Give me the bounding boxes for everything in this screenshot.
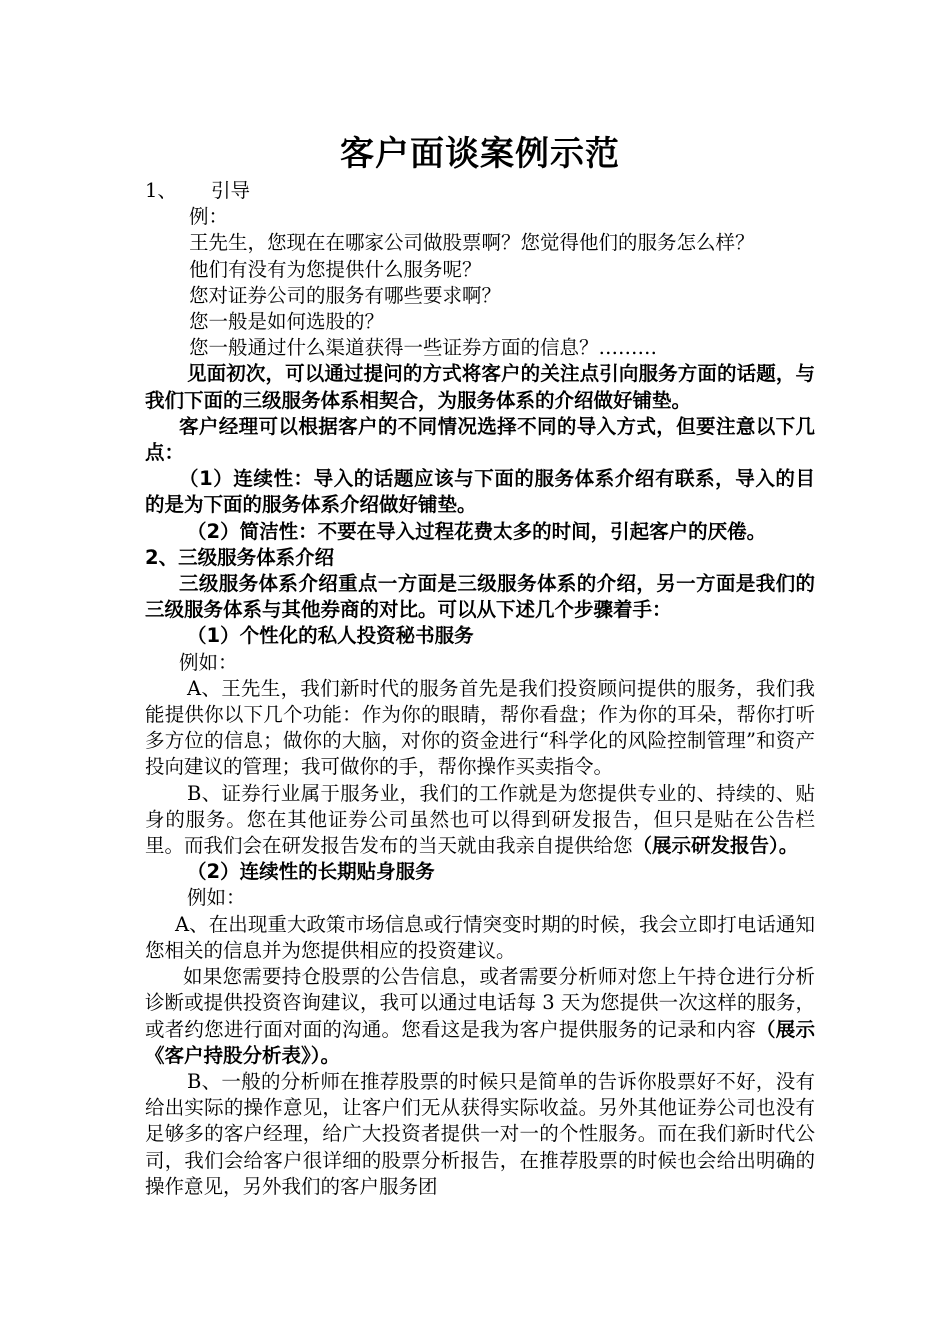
example-label: 例如：: [187, 886, 246, 910]
section-1-number: 1、: [145, 179, 177, 202]
paragraph-b-bold: （展示研发报告）。: [632, 834, 799, 858]
example-label: 例：: [189, 205, 229, 229]
subsection-2-paragraph-2: [145, 964, 815, 1069]
bold-paragraph-1: 见面初次，可以通过提问的方式将客户的关注点引向服务方面的话题，与我们下面的三级服务体系相契合，为服务体系的介绍做好铺垫。: [145, 362, 815, 412]
document-body: [145, 132, 815, 1200]
question-4: 您一般是如何选股的？: [189, 310, 385, 334]
section-2-heading: 2、三级服务体系介绍: [145, 545, 335, 569]
question-2: 他们有没有为您提供什么服务呢？: [189, 257, 482, 281]
section-2-intro: 三级服务体系介绍重点一方面是三级服务体系的介绍，另一方面是我们的三级服务体系与其他券商的对比。可以从下述几个步骤着手：: [145, 572, 815, 622]
bold-paragraph-3: （1）连续性：导入的话题应该与下面的服务体系介绍有联系，导入的目的是为下面的服务体系介绍做好铺垫。: [145, 467, 815, 517]
subsection-2-paragraph-a: A、在出现重大政策市场信息或行情突变时期的时候，我会立即打电话通知您相关的信息并为您提供相应的投资建议。: [145, 912, 815, 962]
paragraph-b-text: B、证券行业属于服务业，我们的工作就是为您提供专业的、持续的、贴身的服务。您在其他证券公司虽然也可以得到研发报告，但只是贴在公告栏里。而我们会在研发报告发布的当天就由我亲自提供给您: [145, 781, 815, 858]
subsection-1-paragraph-b: [145, 781, 815, 860]
question-3: 您对证券公司的服务有哪些要求啊？: [189, 283, 502, 307]
subsection-1-heading: （1）个性化的私人投资秘书服务: [187, 624, 474, 648]
page-title: 客户面谈案例示范: [340, 134, 620, 174]
bold-paragraph-4: （2）简洁性：不要在导入过程花费太多的时间，引起客户的厌倦。: [187, 519, 767, 543]
example-label: 例如：: [179, 650, 238, 674]
question-1: 王先生，您现在在哪家公司做股票啊？您觉得他们的服务怎么样？: [189, 231, 755, 255]
section-1-heading: [145, 178, 815, 204]
paragraph-2-bold: （展示《客户持股分析表》）。: [145, 1017, 815, 1067]
subsection-2-paragraph-b: B、一般的分析师在推荐股票的时候只是简单的告诉你股票好不好，没有给出实际的操作意见，让客户们无从获得实际收益。另外其他证券公司也没有足够多的客户经理，给广大投资者提供一对一的个性服务。而在我们新时代公司，我们会给客户很详细的股票分析报告，在推荐股票的时候也会给出明确的操作意见，另外我们的客户服务团: [145, 1069, 815, 1198]
paragraph-2-text: 如果您需要持仓股票的公告信息，或者需要分析师对您上午持仓进行分析诊断或提供投资咨询建议，我可以通过电话每 3 天为您提供一次这样的服务，或者约您进行面对面的沟通。您看这是我为客户提供服务的记录和内容: [145, 965, 815, 1041]
section-1-title: 引导: [211, 179, 251, 202]
subsection-1-paragraph-a: A、王先生，我们新时代的服务首先是我们投资顾问提供的服务，我们我能提供你以下几个功能：作为你的眼睛，帮你看盘；作为你的耳朵，帮你打听多方位的信息；做你的大脑，对你的资金进行“科学化的风险控制管理”和资产投向建议的管理；我可做你的手，帮你操作买卖指令。: [145, 676, 815, 779]
subsection-2-heading: （2）连续性的长期贴身服务: [187, 860, 435, 884]
question-5: 您一般通过什么渠道获得一些证券方面的信息？………: [189, 336, 658, 360]
bold-paragraph-2: 客户经理可以根据客户的不同情况选择不同的导入方式，但要注意以下几点：: [145, 414, 815, 465]
